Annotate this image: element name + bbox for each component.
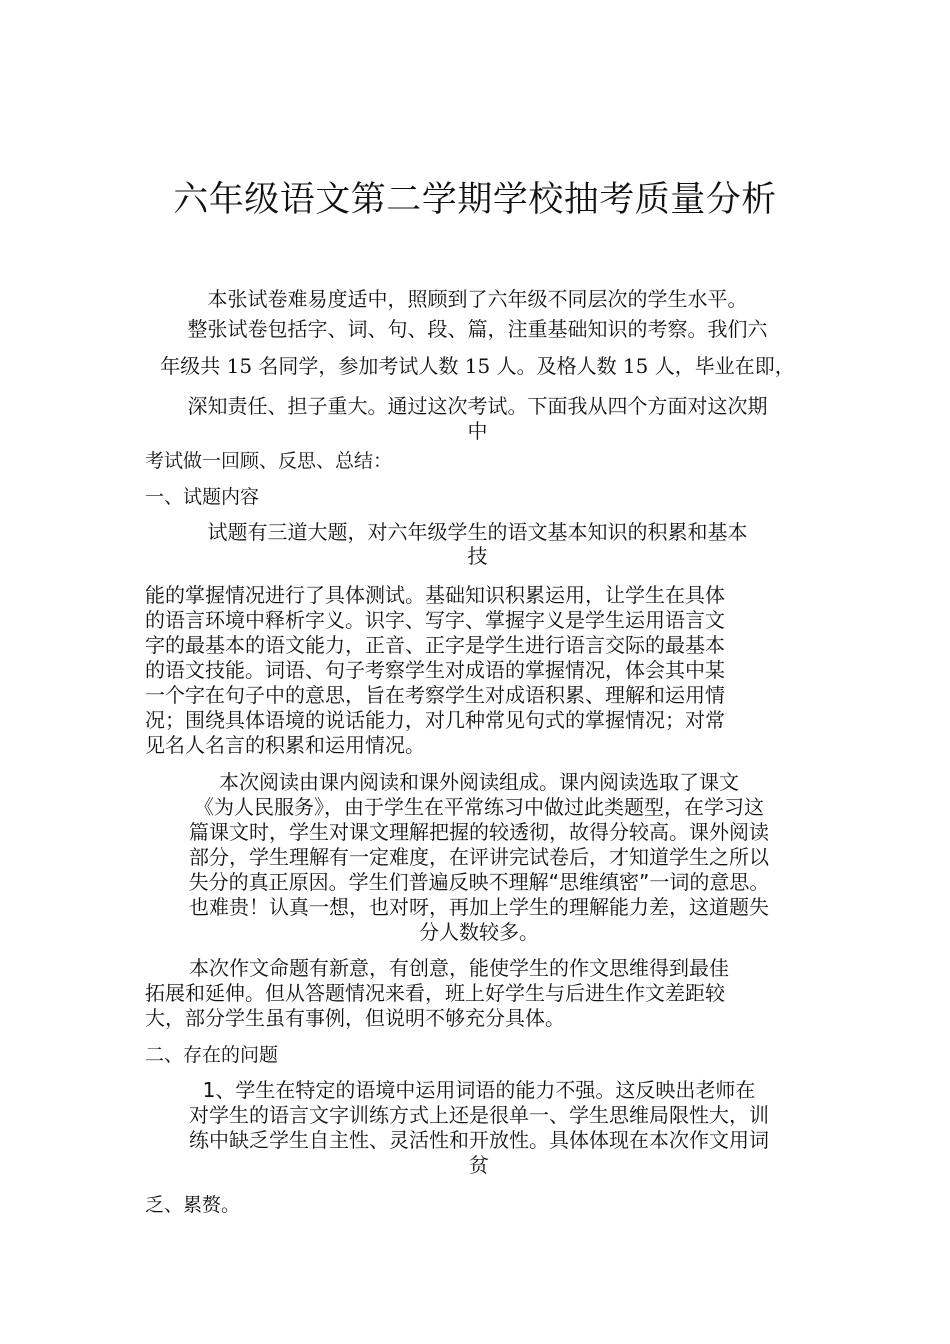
section2-paragraph-1 — [145, 1078, 813, 1178]
paragraph-line: 拓展和延伸。但从答题情况来看，班上好学生与后进生作文差距较 — [145, 981, 725, 1005]
lead-line: 技 — [467, 544, 488, 568]
intro-line: 本张试卷难易度适中，照顾到了六年级不同层次的学生水平。 — [207, 287, 748, 311]
section2-tail: 乏、累赘。 — [145, 1194, 241, 1216]
paragraph-line: 本次阅读由课内阅读和课外阅读组成。课内阅读选取了课文 — [219, 770, 739, 794]
intro-line: 年级共 15 名同学，参加考试人数 15 人。及格人数 15 人，毕业在即， — [160, 354, 795, 378]
paragraph-line: 《为人民服务》，由于学生在平常练习中做过此类题型，在学习这 — [194, 795, 764, 819]
paragraph-line: 也难贵！认真一想，也对呀，再加上学生的理解能力差，这道题失 — [189, 895, 769, 919]
page-title: 六年级语文第二学期学校抽考质量分析 — [173, 180, 777, 220]
paragraph-line: 对学生的语言文字训练方式上还是很单一、学生思维局限性大，训 — [189, 1103, 769, 1127]
section1-heading: 一、试题内容 — [145, 486, 260, 508]
paragraph-line: 能的掌握情况进行了具体测试。基础知识积累运用，让学生在具体 — [145, 583, 725, 607]
paragraph-line: 贫 — [469, 1153, 489, 1177]
section1-lead — [145, 520, 810, 568]
section1-paragraph-1 — [145, 583, 810, 758]
section2-heading: 二、存在的问题 — [145, 1044, 279, 1066]
intro-line: 中 — [467, 419, 488, 443]
paragraph-line: 本次作文命题有新意，有创意，能使学生的作文思维得到最佳 — [189, 956, 729, 980]
paragraph-line: 见名人名言的积累和运用情况。 — [145, 733, 425, 757]
paragraph-line: 的语言环境中释析字义。识字、写字、掌握字义是学生运用语言文 — [145, 608, 725, 632]
intro-tail: 考试做一回顾、反思、总结： — [145, 450, 393, 472]
intro-line: 整张试卷包括字、词、句、段、篇，注重基础知识的考察。我们六 — [187, 317, 768, 341]
paragraph-line: 部分，学生理解有一定难度，在评讲完试卷后，才知道学生之所以 — [189, 845, 769, 869]
paragraph-line: 一个字在句子中的意思，旨在考察学生对成语积累、理解和运用情 — [145, 683, 725, 707]
intro-line: 深知责任、担子重大。通过这次考试。下面我从四个方面对这次期 — [187, 394, 768, 418]
intro-paragraph — [145, 284, 810, 442]
paragraph-line: 分人数较多。 — [419, 920, 539, 944]
paragraph-line: 况；围绕具体语境的说话能力，对几种常见句式的掌握情况；对常 — [145, 708, 725, 732]
lead-line: 试题有三道大题，对六年级学生的语文基本知识的积累和基本 — [207, 520, 748, 544]
paragraph-line: 字的最基本的语文能力，正音、正字是学生进行语言交际的最基本 — [145, 633, 725, 657]
paragraph-line: 练中缺乏学生自主性、灵活性和开放性。具体体现在本次作文用词 — [189, 1128, 769, 1152]
section1-paragraph-2 — [145, 770, 813, 945]
paragraph-line: 的语文技能。词语、句子考察学生对成语的掌握情况，体会其中某 — [145, 658, 725, 682]
paragraph-line: 失分的真正原因。学生们普遍反映不理解“思维缜密”一词的意思。 — [188, 870, 770, 894]
paragraph-line: 篇课文时，学生对课文理解把握的较透彻，故得分较高。课外阅读 — [189, 820, 769, 844]
paragraph-line: 1、学生在特定的语境中运用词语的能力不强。这反映出老师在 — [202, 1078, 756, 1102]
section1-paragraph-3 — [145, 956, 810, 1031]
paragraph-line: 大，部分学生虽有事例，但说明不够充分具体。 — [145, 1006, 565, 1030]
